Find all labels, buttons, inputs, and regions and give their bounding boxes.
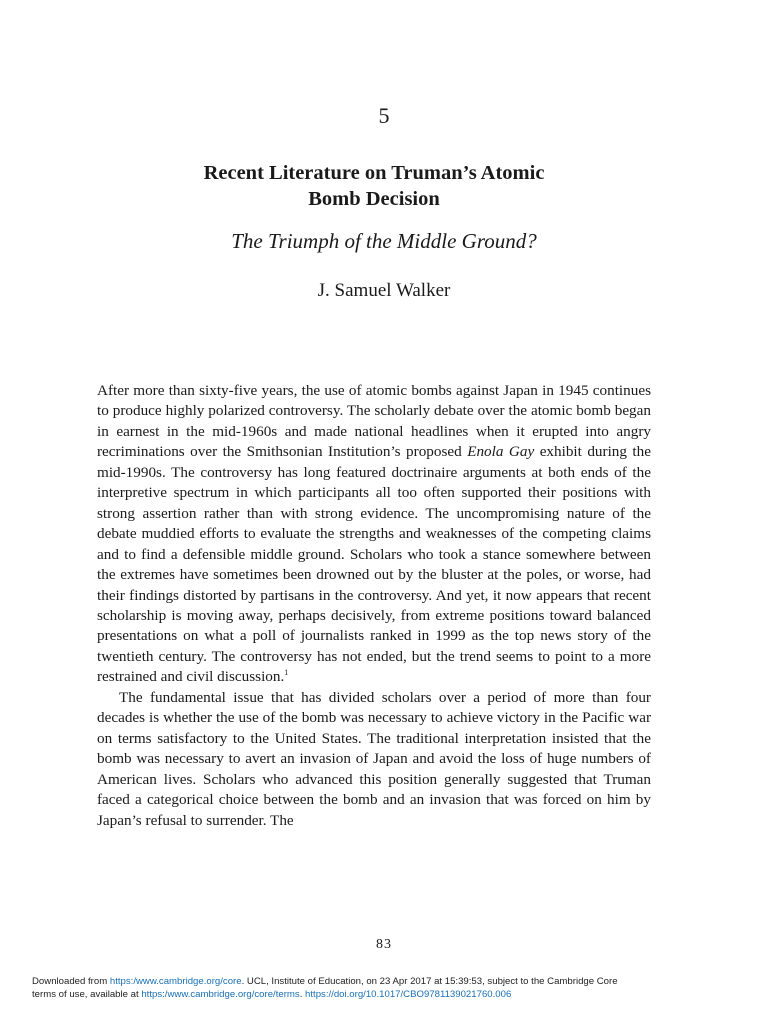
chapter-author: J. Samuel Walker xyxy=(317,280,451,301)
footer-terms-prefix: terms of use, available at xyxy=(32,989,142,1000)
chapter-title xyxy=(134,160,614,212)
footer-separator: . xyxy=(299,989,306,1000)
terms-link[interactable]: https:/www.cambridge.org/core/terms xyxy=(141,989,300,1000)
footer-line-2 xyxy=(32,988,752,1001)
footer-access-info: . UCL, Institute of Education, on 23 Apr 2017 at 15:39:53, subject to the Cambridge Core xyxy=(241,976,618,987)
doi-link[interactable]: https://doi.org/10.1017/CBO9781139021760.006 xyxy=(305,989,512,1000)
chapter-title-line-1: Recent Literature on Truman’s Atomic xyxy=(203,162,545,184)
page-number: 83 xyxy=(376,937,392,952)
footer-line-1 xyxy=(32,975,752,988)
paragraph-1-part-2: exhibit during the mid-1990s. The controversy has long featured doctrinaire arguments at both ends of the interpretive spectrum in which participants all too often supported their positions with strong assertion rather than with strong evidence. The uncompromising nature of the debate muddied efforts to evaluate the strengths and weaknesses of the competing claims and to find a defensible middle ground. Scholars who took a stance somewhere between the extremes have sometimes been drowned out by the bluster at the poles, or worse, had their findings distorted by partisans in the controversy. And yet, it now appears that recent scholarship is moving away, perhaps decisively, from extreme positions toward balanced presentations on what a poll of journalists ranked in 1999 as the top news story of the twentieth century. The controversy has not ended, but the trend seems to point to a more restrained and civil discussion. xyxy=(97,443,651,686)
body-text xyxy=(97,381,651,831)
chapter-number: 5 xyxy=(378,103,390,128)
paragraph-1 xyxy=(97,381,651,688)
paragraph-1-part-1: After more than sixty-five years, the use of atomic bombs against Japan in 1945 continues to produce highly polarized controversy. The scholarly debate over the atomic bomb began in earnest in the mid-1960s and made national headlines when it erupted into angry recriminations over the Smithsonian Institution’s proposed xyxy=(97,382,651,461)
paragraph-2: The fundamental issue that has divided scholars over a period of more than four decades is whether the use of the bomb was necessary to achieve victory in the Pacific war on terms satisfactory to the United States. The traditional interpretation insisted that the bomb was necessary to avert an invasion of Japan and avoid the loss of huge numbers of American lives. Scholars who advanced this position generally suggested that Truman faced a categorical choice between the bomb and an invasion that was forced on him by Japan’s refusal to surrender. The xyxy=(97,688,651,829)
chapter-subtitle: The Triumph of the Middle Ground? xyxy=(231,229,537,253)
chapter-title-line-2: Bomb Decision xyxy=(308,188,440,210)
download-footer xyxy=(32,975,752,1001)
footnote-marker-1[interactable]: 1 xyxy=(284,668,289,678)
cambridge-core-link[interactable]: https:/www.cambridge.org/core xyxy=(109,976,242,987)
footer-downloaded-from: Downloaded from xyxy=(32,976,110,987)
enola-gay-italic: Enola Gay xyxy=(467,443,535,461)
